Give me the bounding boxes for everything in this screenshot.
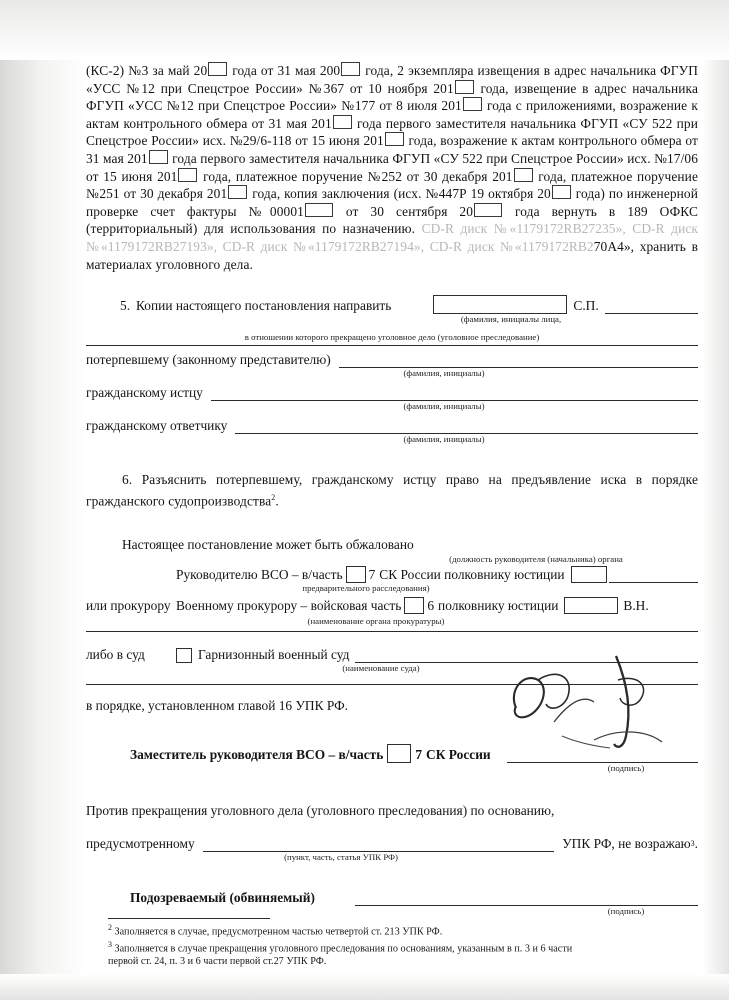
blank-field[interactable] xyxy=(208,62,227,76)
appeal-intro-caption: (должность руководителя (начальника) органа xyxy=(449,553,623,564)
para-seg-6: года, возражение к актам контрольного обмера от 31 мая 201 xyxy=(86,133,698,166)
footnote-rule xyxy=(108,918,270,919)
scan-edge-left xyxy=(0,0,86,1000)
scan-edge-bottom xyxy=(0,974,729,1000)
item-5-number: 5. xyxy=(120,298,131,314)
head-initials-box[interactable] xyxy=(571,566,607,583)
footnote-item xyxy=(108,922,578,939)
item-6-text: Разъяснить потерпевшему, гражданскому истцу право на предъявление иска в порядке гражданского судопроизводства xyxy=(86,472,698,509)
footnote-ref-2: 2 xyxy=(108,923,112,932)
para-seg-5: года первого заместителя начальника ФГУП «СУ 522 при Спецстрое России» исх. №29/6-118 от 15 июня 201 xyxy=(86,115,698,149)
para-seg-8: года, платежное поручение №252 от 30 декабря 201 xyxy=(198,168,513,184)
recipient-row xyxy=(86,417,698,445)
divider xyxy=(86,631,698,632)
recipient-caption-1: (фамилия, инициалы) xyxy=(403,401,485,412)
para-seg-0: (КС-2) №3 за май 20 xyxy=(86,63,208,78)
blank-field[interactable] xyxy=(341,62,360,76)
footnote-ref-3: 3 xyxy=(108,939,112,949)
head-rest: СК России полковнику юстиции xyxy=(379,566,565,582)
para-seg-13: года вернуть в 189 ОФКС (территориальный) для использования по назначению. CD-R диск №«1179172RB27235», CD-R диск №«1179172RB27193», CD-R диск №«1179172RB27194», CD-R диск №«1179172RB270A4», хранить в материалах уголовного дела. xyxy=(86,203,699,272)
item-5-sub-caption: в отношении которого прекращено уголовное дело (уголовное преследование) xyxy=(244,332,540,343)
objection-footnote-ref: 3 xyxy=(690,838,695,848)
item-5-sp-label: С.П. xyxy=(573,298,599,314)
suspect-label: Подозреваемый (обвиняемый) xyxy=(130,889,315,905)
para-seg-9: года, платежное поручение №251 от 30 декабря 201 xyxy=(86,168,698,202)
scan-edge-right xyxy=(703,0,729,1000)
main-paragraph xyxy=(86,62,698,273)
item-6-footnote-ref: 2 xyxy=(271,492,276,502)
para-seg-1: года от 31 мая 200 xyxy=(228,63,341,78)
footnote-text-3: Заполняется в случае прекращения уголовного преследования по основаниям, указанным в п. 3 и 6 части первой ст. 24, п. 3 и 6 части первой ст.27 УПК РФ. xyxy=(108,943,573,967)
footnote-text-2: Заполняется в случае, предусмотренном частью четвертой ст. 213 УПК РФ. xyxy=(114,926,443,938)
item-5-name-caption: (фамилия, инициалы лица, xyxy=(460,314,562,325)
recipient-caption-2: (фамилия, инициалы) xyxy=(403,434,485,445)
blank-field[interactable] xyxy=(385,132,404,146)
recipient-row xyxy=(86,351,698,379)
court-label: Гарнизонный военный суд xyxy=(198,646,350,662)
blank-field[interactable] xyxy=(149,150,168,164)
item-5-text: Копии настоящего постановления направить xyxy=(136,298,392,314)
divider xyxy=(86,684,698,685)
head-label: Руководителю ВСО – в/часть xyxy=(176,566,343,582)
para-seg-2: года, 2 экземпляра извещения в адрес начальника ФГУП «УСС №12 при Спецстрое России» №367 от 10 ноября 201 xyxy=(86,63,699,96)
appeal-block xyxy=(86,536,698,714)
blank-field[interactable] xyxy=(514,168,533,182)
prosecutor-name-box[interactable] xyxy=(564,597,618,614)
appeal-intro: Настоящее постановление может быть обжаловано xyxy=(122,536,414,552)
recipient-caption-0: (фамилия, инициалы) xyxy=(403,368,485,379)
court-checkbox[interactable] xyxy=(176,648,192,663)
footnote-item xyxy=(108,939,578,968)
blank-field[interactable] xyxy=(305,203,333,217)
court-caption: (наименование суда) xyxy=(342,662,420,673)
court-prefix: либо в суд xyxy=(86,646,145,662)
item-6: 6. Разъяснить потерпевшему, гражданскому истцу право на предъявление иска в порядке гражданского судопроизводства$^2$. xyxy=(86,472,698,509)
para-seg-10: года, копия заключения (исх. №447Р 19 октября 20 xyxy=(248,186,551,202)
deputy-unit-value: 7 xyxy=(415,746,423,762)
scan-edge-top xyxy=(0,0,729,60)
para-seg-12: от 30 сентября 20 xyxy=(333,203,474,219)
footnotes xyxy=(108,918,578,968)
head-caption: предварительного расследования) xyxy=(302,582,430,593)
deputy-caption: (подпись) xyxy=(607,762,645,773)
objection-line2-caption: (пункт, часть, статья УПК РФ) xyxy=(284,851,398,862)
prosecutor-caption: (наименование органа прокуратуры) xyxy=(307,615,445,626)
prosecutor-unit-box[interactable] xyxy=(404,597,424,614)
document-content xyxy=(86,62,698,917)
deputy-signature-block xyxy=(86,744,698,774)
objection-block: Против прекращения уголовного дела (уголовного преследования) по основанию, предусмотренному УПК РФ, не возражаю 3 . (пункт, часть, статья УПК РФ) Подозреваемый (обвиняемый) (подпись) xyxy=(86,802,698,916)
prosecutor-unit-value: 6 xyxy=(427,597,435,613)
prosecutor-initials: В.Н. xyxy=(623,597,649,613)
head-unit-value: 7 xyxy=(368,566,376,582)
item-5-name-field[interactable] xyxy=(433,295,567,314)
deputy-label-start: Заместитель руководителя ВСО – в/часть xyxy=(130,746,384,762)
recipient-label-2: гражданскому ответчику xyxy=(86,418,228,434)
blank-field[interactable] xyxy=(455,80,474,94)
para-seg-11: года) по инженерной проверке счет фактуры №00001 xyxy=(86,186,698,219)
item-6-number: 6. xyxy=(122,472,133,488)
blank-field[interactable] xyxy=(333,115,352,129)
blank-field[interactable] xyxy=(178,168,197,182)
blank-field[interactable] xyxy=(463,97,482,111)
objection-line2-label: предусмотренному xyxy=(86,835,195,851)
deputy-unit-box[interactable] xyxy=(387,744,411,763)
para-seg-4: года с приложениями, возражение к актам контрольного обмера от 31 мая 201 xyxy=(86,98,698,131)
suspect-caption: (подпись) xyxy=(607,905,645,916)
blank-field[interactable] xyxy=(228,185,247,199)
item-5 xyxy=(86,295,698,445)
order-text: в порядке, установленном главой 16 УПК РФ. xyxy=(86,697,349,713)
prosecutor-rest: полковнику юстиции xyxy=(438,597,559,613)
para-seg-7: года первого заместителя начальника ФГУП «СУ 522 при Спецстрое России» исх. №17/06 от 15 июня 201 xyxy=(86,150,698,184)
blank-field[interactable] xyxy=(552,185,571,199)
recipient-row xyxy=(86,384,698,412)
objection-line2-tail: УПК РФ, не возражаю xyxy=(562,835,691,851)
deputy-label-end: СК России xyxy=(426,746,491,762)
prosecutor-label: Военному прокурору – войсковая часть xyxy=(176,597,402,613)
recipient-label-1: гражданскому истцу xyxy=(86,385,203,401)
objection-line1: Против прекращения уголовного дела (уголовного преследования) по основанию, xyxy=(86,802,555,818)
recipient-label-0: потерпевшему (законному представителю) xyxy=(86,352,331,368)
head-unit-box[interactable] xyxy=(346,566,366,583)
prosecutor-prefix: или прокурору xyxy=(86,597,171,613)
para-seg-3: года, извещение в адрес начальника ФГУП «УСС №12 при Спецстрое России» №177 от 8 июля 201 xyxy=(86,80,698,114)
divider xyxy=(86,345,698,346)
blank-field[interactable] xyxy=(474,203,502,217)
